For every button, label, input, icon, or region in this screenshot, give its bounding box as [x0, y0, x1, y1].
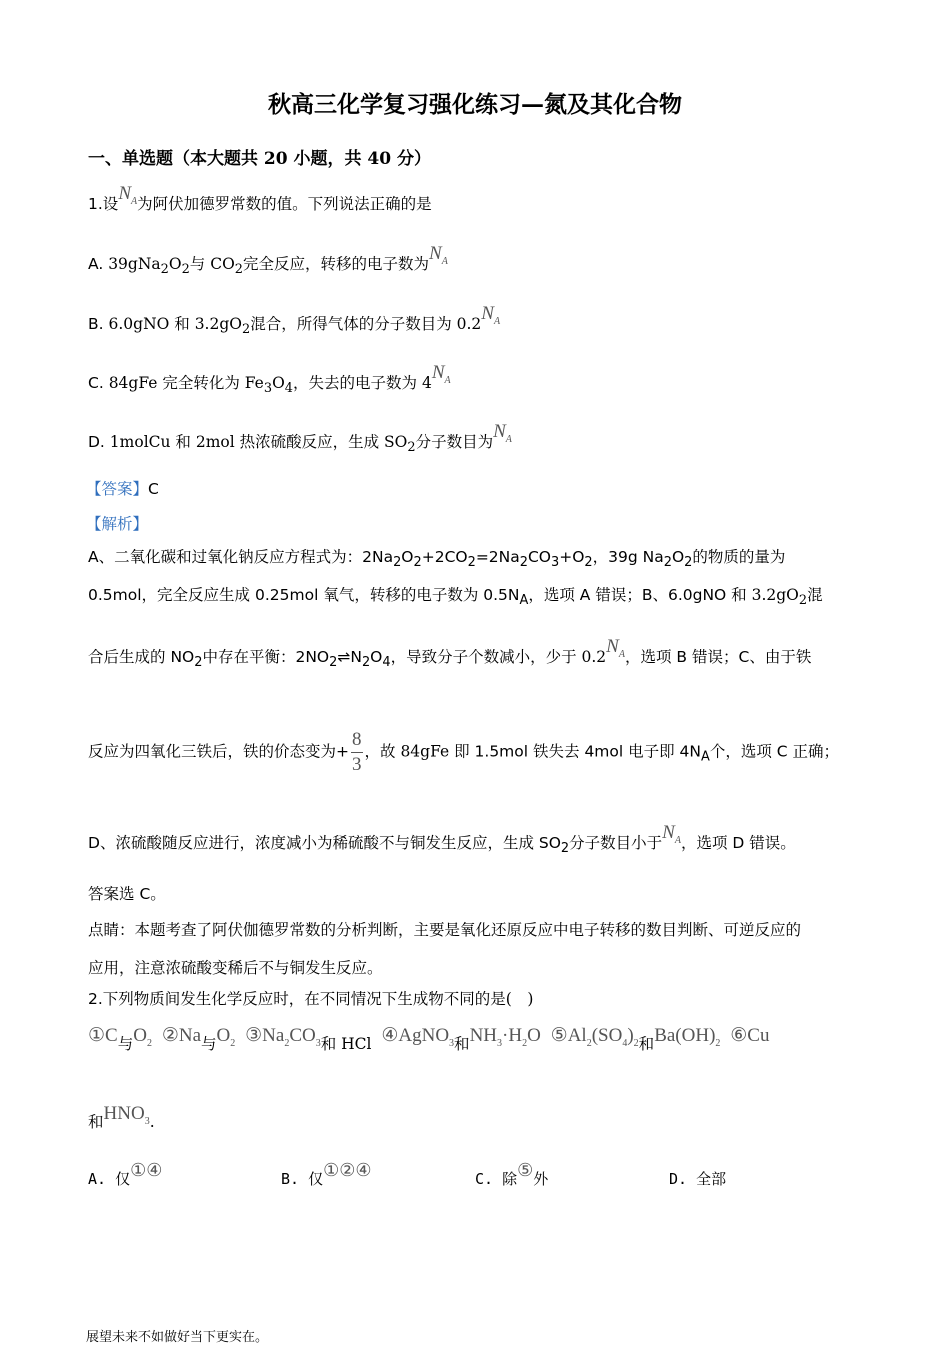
answer-tag: 【答案】 [86, 480, 149, 498]
fraction-eight-thirds: $\frac{8}{3}$ [352, 729, 362, 775]
analysis-tag: 【解析】 [86, 515, 149, 533]
explanation-line-3: 合后生成的 $NO_2$中存在平衡：$2NO_2\rightleftharpoons N_2O_4$，导致分子个数减小，少于 $0.2N_A$，选项 B 错误；C、由于铁 [88, 636, 812, 671]
explanation-line-5: D、浓硫酸随反应进行，浓度减小为稀硫酸不与铜发生反应，生成 $SO_2$分子数目小于$N_A$，选项 D 错误。 [88, 822, 796, 857]
q2-option-a[interactable]: A. 仅①④ [88, 1160, 163, 1188]
q1-option-d: D. 1molCu 和 2mol 热浓硫酸反应，生成 $SO_2$分子数目为$N_A$ [88, 421, 512, 456]
q2-option-b[interactable]: B. 仅①②④ [281, 1160, 372, 1188]
explanation-line-8: 应用，注意浓硫酸变稀后不与铜发生反应。 [88, 959, 383, 977]
explanation-line-4: 反应为四氧化三铁后，铁的价态变为+ $\frac{8}{3}$ ，故 84gFe 即 1.5mol 铁失去 4mol 电子即 $4N_A$个，选项 C 正确； [88, 729, 840, 775]
q1-option-c: C. 84gFe 完全转化为 $Fe_3O_4$，失去的电子数为 $4N_A$ [88, 362, 451, 397]
explanation-line-6: 答案选 C。 [88, 885, 166, 903]
q2-items-line-2: 和$HNO_3$. [88, 1103, 155, 1131]
q1-option-b: B. 6.0gNO 和 $3.2gO_2$混合，所得气体的分子数目为 $0.2N_A$ [88, 303, 501, 338]
q1-stem: 1.设$N_A$为阿伏加德罗常数的值。下列说法正确的是 [88, 183, 432, 213]
section-heading: 一、单选题（本大题共 20 小题，共 40 分） [88, 149, 431, 169]
q2-stem: 2.下列物质间发生化学反应时，在不同情况下生成物不同的是( ) [88, 990, 534, 1008]
explanation-line-1: A、二氧化碳和过氧化钠反应方程式为：$2Na_2O_2+2CO_2=2Na_2CO_3+O_2$，39g $Na_2O_2$的物质的量为 [88, 548, 786, 571]
q2-items: ①C与$O_2$ ②Na与$O_2$ $③Na_2CO_3$和 HCl ④AgNO$_3$和$NH_3\cdot H_2O$ $⑤Al_2(SO_4)_2$和$Ba(OH)_2$ ⑥Cu [88, 1025, 770, 1053]
explanation-line-2: 0.5mol，完全反应生成 0.25mol 氧气，转移的电子数为 $0.5N_A$，选项 A 错误；B、6.0gNO 和 $3.2gO_2$混 [88, 586, 823, 609]
q2-option-c[interactable]: C. 除⑤外 [475, 1160, 549, 1188]
q2-option-d[interactable]: D. 全部 [669, 1170, 727, 1188]
q1-option-a: A. $39gNa_2O_2$与 $CO_2$完全反应，转移的电子数为$N_A$ [88, 243, 448, 278]
answer-line: 【答案】C [86, 480, 159, 498]
na-symbol: $N_A$ [118, 183, 138, 207]
page-footer: 展望未来不如做好当下更实在。 [86, 1330, 269, 1345]
explanation-line-7: 点睛：本题考查了阿伏伽德罗常数的分析判断，主要是氧化还原反应中电子转移的数目判断、可逆反应的 [88, 921, 802, 939]
page-title: 秋高三化学复习强化练习—氮及其化合物 [268, 91, 682, 118]
